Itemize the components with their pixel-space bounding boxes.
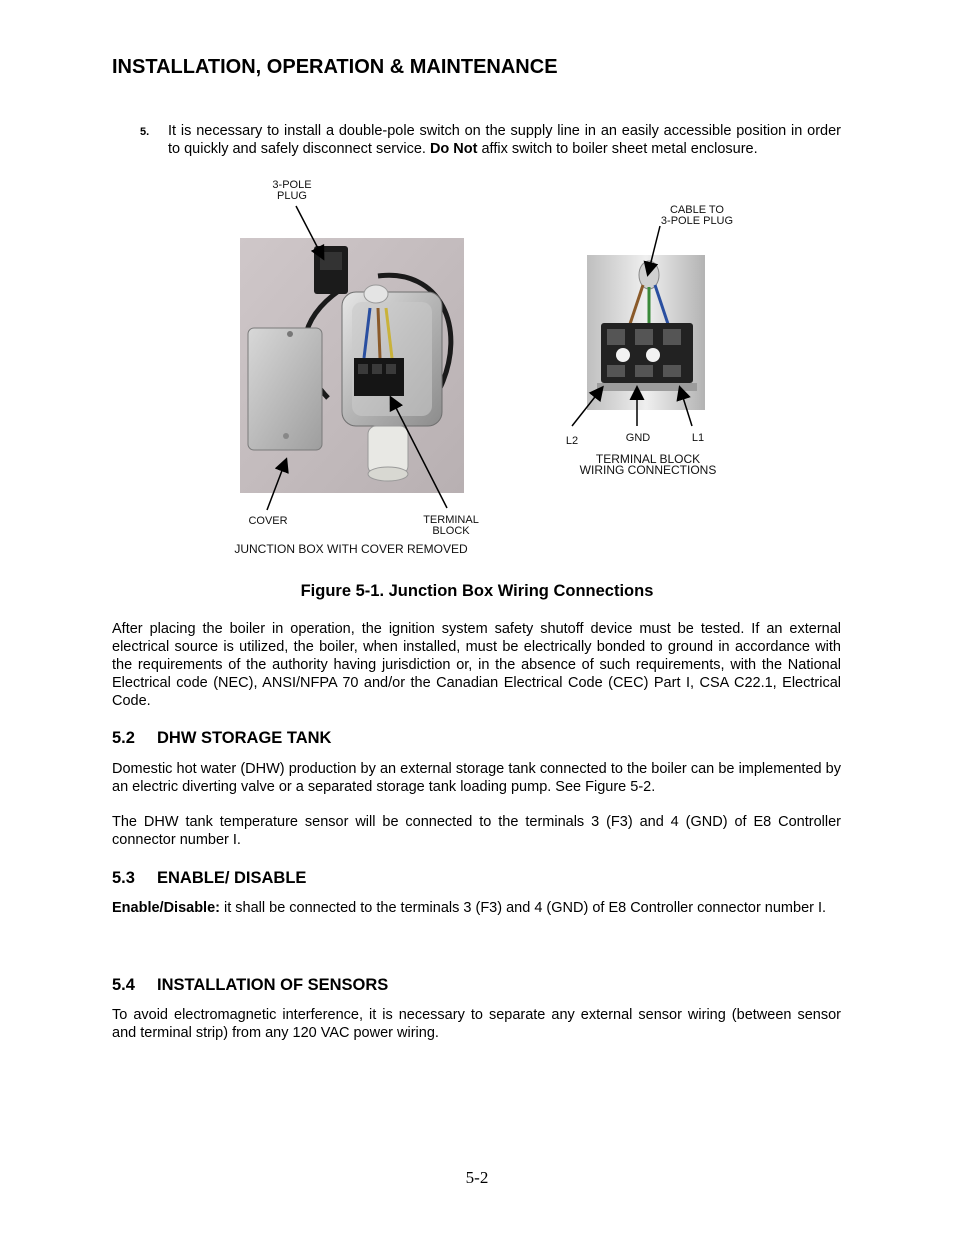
section-number: 5.3 <box>112 869 135 887</box>
section-title: DHW STORAGE TANK <box>157 729 332 747</box>
page-header: INSTALLATION, OPERATION & MAINTENANCE <box>112 56 558 78</box>
label-cable-to-plug <box>650 205 744 227</box>
label-terminal-block-line2: BLOCK <box>432 525 470 537</box>
list-item-5 <box>140 122 841 158</box>
label-gnd: GND <box>625 432 651 444</box>
paragraph-enable-disable <box>112 899 841 917</box>
section-title: ENABLE/ DISABLE <box>157 869 307 887</box>
label-terminal-block-line1: TERMINAL <box>423 514 479 526</box>
label-cable-line2: 3-POLE PLUG <box>660 215 734 227</box>
list-item-text <box>168 122 841 158</box>
section-number: 5.2 <box>112 729 135 747</box>
list-item-text-before: It is necessary to install a double-pole switch on the supply line in an easily accessible position in order to quickly and safely disconnect service. <box>168 123 841 157</box>
paragraph-sensor-wiring: To avoid electromagnetic interference, it is necessary to separate any external sensor wiring (between sensor and terminal strip) from any 120 VAC power wiring. <box>112 1007 841 1041</box>
label-tbw-line2: WIRING CONNECTIONS <box>579 463 717 477</box>
label-cover: COVER <box>248 515 288 527</box>
label-3-pole-plug-line2: PLUG <box>277 190 307 202</box>
enable-disable-label: Enable/Disable: <box>112 900 220 916</box>
paragraph-dhw-production: Domestic hot water (DHW) production by an external storage tank connected to the boiler can be implemented by an electric diverting valve or a separated storage tank loading pump. See Figure 5-2. <box>112 761 841 795</box>
label-cable-line1: CABLE TO <box>669 204 724 216</box>
paragraph-ignition-safety: After placing the boiler in operation, the ignition system safety shutoff device must be tested. If an external electrical source is utilized, the boiler, when installed, must be electrically bonded to ground in accordance with the requirements of the authority having jurisdiction or, in the absence of such requirements, with the National Electrical code (NEC), ANSI/NFPA 70 and/or the Canadian Electrical Code (CEC) Part I, CSA C22.1, Electrical Code. <box>112 621 841 709</box>
page-number: 5-2 <box>465 1168 489 1187</box>
list-item-bold: Do Not <box>429 141 478 157</box>
section-heading-5-3 <box>112 869 306 888</box>
label-junction-box: JUNCTION BOX WITH COVER REMOVED <box>234 542 468 556</box>
figure-5-1 <box>0 170 954 570</box>
section-title: INSTALLATION OF SENSORS <box>157 976 389 994</box>
enable-disable-text: it shall be connected to the terminals 3 (F3) and 4 (GND) of E8 Controller connector number I. <box>219 900 827 916</box>
paragraph-dhw-sensor: The DHW tank temperature sensor will be connected to the terminals 3 (F3) and 4 (GND) of E8 Controller connector number I. <box>112 814 841 848</box>
figure-arrows <box>0 170 954 570</box>
list-item-text-after: affix switch to boiler sheet metal enclosure. <box>477 141 758 157</box>
label-l1: L1 <box>691 432 705 444</box>
label-tbw-line1: TERMINAL BLOCK <box>595 452 701 466</box>
figure-caption: Figure 5-1. Junction Box Wiring Connections <box>300 582 654 600</box>
label-terminal-block <box>416 515 486 537</box>
section-heading-5-4 <box>112 976 388 995</box>
label-3-pole-plug-line1: 3-POLE <box>272 179 312 191</box>
section-number: 5.4 <box>112 976 135 994</box>
list-item-number: 5. <box>140 126 150 138</box>
label-l2: L2 <box>565 435 579 447</box>
label-3-pole-plug <box>268 180 316 202</box>
label-terminal-block-wiring <box>570 454 726 476</box>
section-heading-5-2 <box>112 729 331 748</box>
